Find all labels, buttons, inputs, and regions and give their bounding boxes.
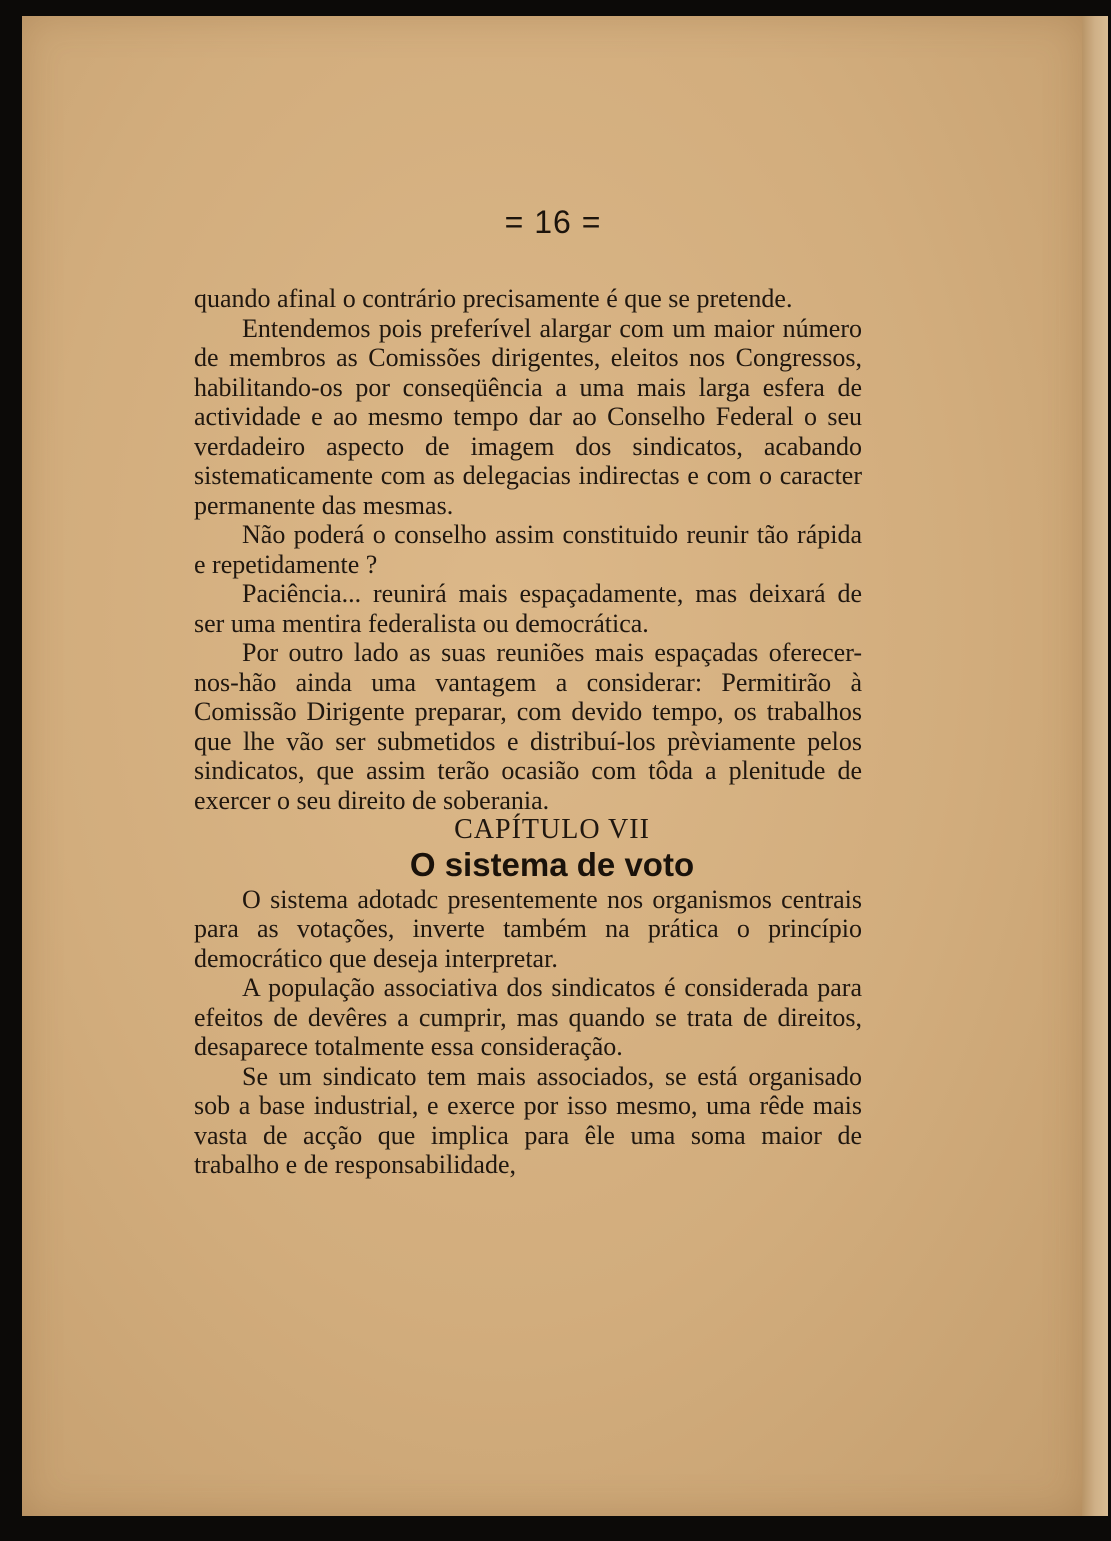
- paragraph: Não poderá o conselho assim constituido reunir tão rápida e repetidamente ?: [194, 520, 862, 579]
- paragraph: Entendemos pois preferível alargar com um maior número de membros as Comissões dirigentes, eleitos nos Congressos, habilitando-os por conseqüência a uma mais larga esfera de actividade e ao mesmo tempo dar ao Conselho Federal o seu verdadeiro aspecto de imagem dos sindicatos, acabando sistematicamente com as delegacias indirectas e com o caracter permanente das mesmas.: [194, 313, 862, 520]
- paragraph: Paciência... reunirá mais espaçadamente, mas deixará de ser uma mentira federalista ou democrática.: [194, 579, 862, 638]
- paragraph: A população associativa dos sindicatos é considerada para efeitos de devêres a cumprir, mas quando se trata de direitos, desaparece totalmente essa consideração.: [194, 973, 862, 1061]
- paragraph: quando afinal o contrário precisamente é que se pretende.: [194, 284, 793, 313]
- paragraph: Se um sindicato tem mais associados, se está organisado sob a base industrial, e exerce por isso mesmo, uma rêde mais vasta de acção que implica para êle uma soma maior de trabalho e de responsabilidade,: [194, 1061, 862, 1179]
- paragraph: O sistema adotadc presentemente nos organismos centrais para as votações, inverte também na prática o princípio democrático que deseja interpretar.: [194, 884, 862, 973]
- paragraph: Por outro lado as suas reuniões mais espaçadas oferecer-nos-hão ainda uma vantagem a considerar: Permitirão à Comissão Dirigente preparar, com devido tempo, os trabalhos que lhe vão ser submetidos e distribuí-los prèviamente pelos sindicatos, que assim terão ocasião com tôda a plenitude de exercer o seu direito de soberania.: [194, 638, 862, 815]
- book-page: [22, 16, 1084, 1516]
- page-gutter: [1082, 16, 1108, 1516]
- page-number: = 16 =: [504, 204, 602, 240]
- page-body: [194, 284, 862, 1180]
- chapter-heading: CAPÍTULO VII: [454, 814, 650, 845]
- section-title: O sistema de voto: [409, 845, 695, 883]
